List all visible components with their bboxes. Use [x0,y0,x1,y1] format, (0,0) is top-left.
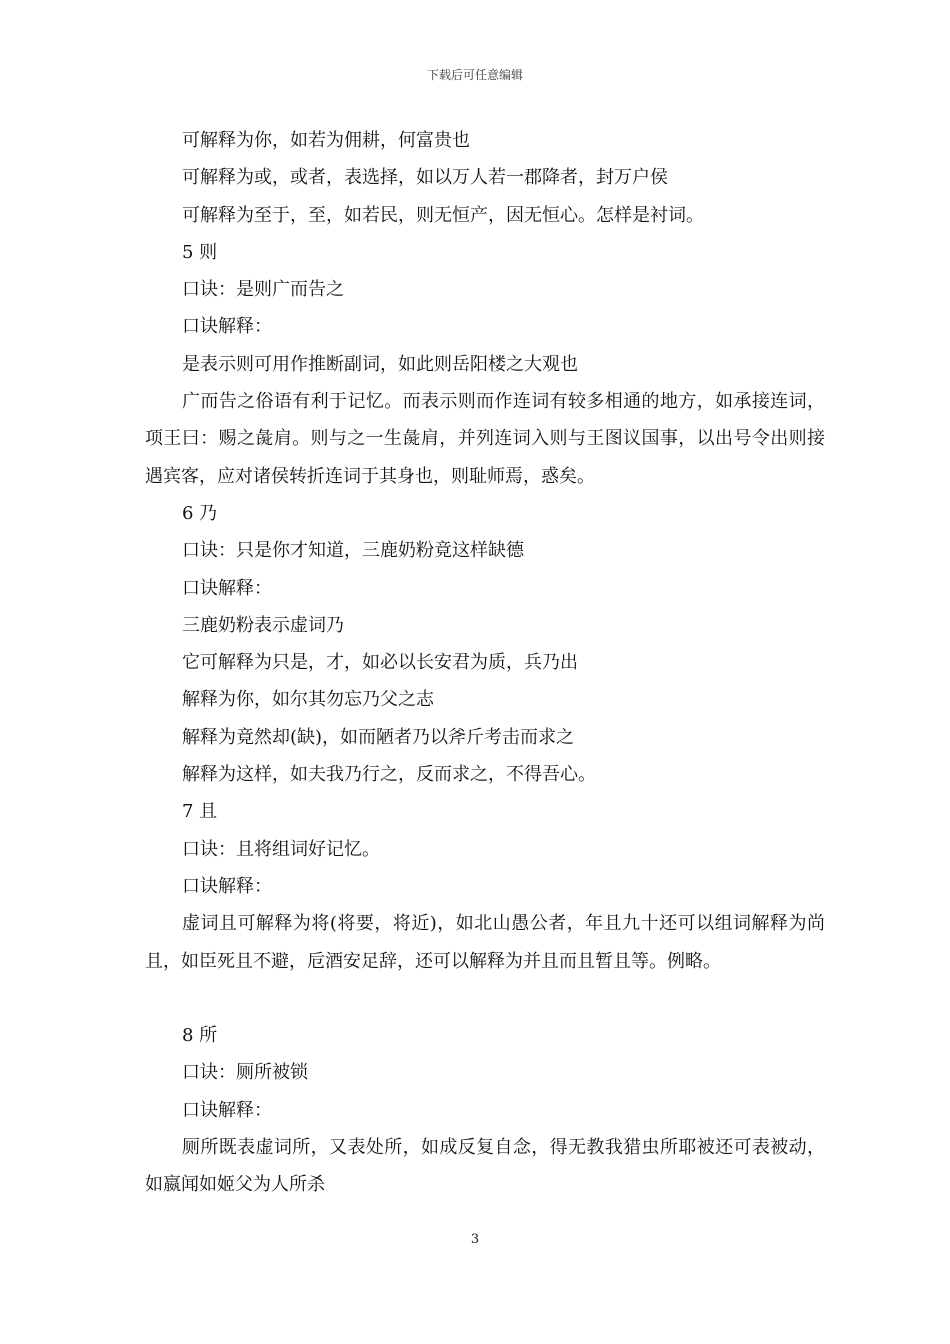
paragraph: 厕所既表虚词所，又表处所，如成反复自念，得无教我猎虫所耶被还可表被动，如嬴闻如姬父为人所杀 [145,1137,825,1196]
text-line: 解释为你，如尔其勿忘乃父之志 [182,689,434,711]
text-line: 是表示则可用作推断副词，如此则岳阳楼之大观也 [182,353,578,375]
text-line: 解释为这样，如夫我乃行之，反而求之，不得吾心。 [182,764,596,786]
mnemonic-explanation-label: 口诀解释： [182,577,272,599]
paragraph: 虚词且可解释为将(将要，将近)，如北山愚公者，年且九十还可以组词解释为尚且，如臣死且不避，卮酒安足辞，还可以解释为并且而且暂且等。例略。 [145,913,825,972]
text-line: 可解释为至于，至，如若民，则无恒产，因无恒心。怎样是衬词。 [182,204,704,226]
mnemonic-line: 口诀：是则广而告之 [182,279,344,301]
section-heading: 8 所 [182,1025,218,1047]
page-header: 下载后可任意编辑 [426,68,523,82]
mnemonic-line: 口诀：且将组词好记忆。 [182,838,380,860]
mnemonic-explanation-label: 口诀解释： [182,875,272,897]
mnemonic-explanation-label: 口诀解释： [182,316,272,338]
section-heading: 7 且 [182,801,218,823]
text-line: 它可解释为只是，才，如必以长安君为质，兵乃出 [182,652,578,674]
document-body [145,122,825,1204]
text-line: 可解释为或，或者，表选择，如以万人若一郡降者，封万户侯 [182,167,668,189]
text-line: 可解释为你，如若为佣耕，何富贵也 [182,130,470,151]
mnemonic-explanation-label: 口诀解释： [182,1099,272,1121]
text-line: 三鹿奶粉表示虚词乃 [182,614,344,636]
section-heading: 6 乃 [182,502,218,524]
mnemonic-line: 口诀：只是你才知道，三鹿奶粉竟这样缺德 [182,540,524,562]
section-heading: 5 则 [182,241,218,263]
page-number: 3 [470,1232,480,1247]
blank-line [145,980,825,1017]
paragraph: 广而告之俗语有利于记忆。而表示则而作连词有较多相通的地方，如承接连词，项王曰：赐之彘肩。则与之一生彘肩，并列连词入则与王图议国事，以出号令出则接遇宾客，应对诸侯转折连词于其身也，则耻师焉，惑矣。 [145,391,825,487]
text-line: 解释为竟然却(缺)，如而陋者乃以斧斤考击而求之 [182,726,575,748]
mnemonic-line: 口诀：厕所被锁 [182,1062,308,1084]
